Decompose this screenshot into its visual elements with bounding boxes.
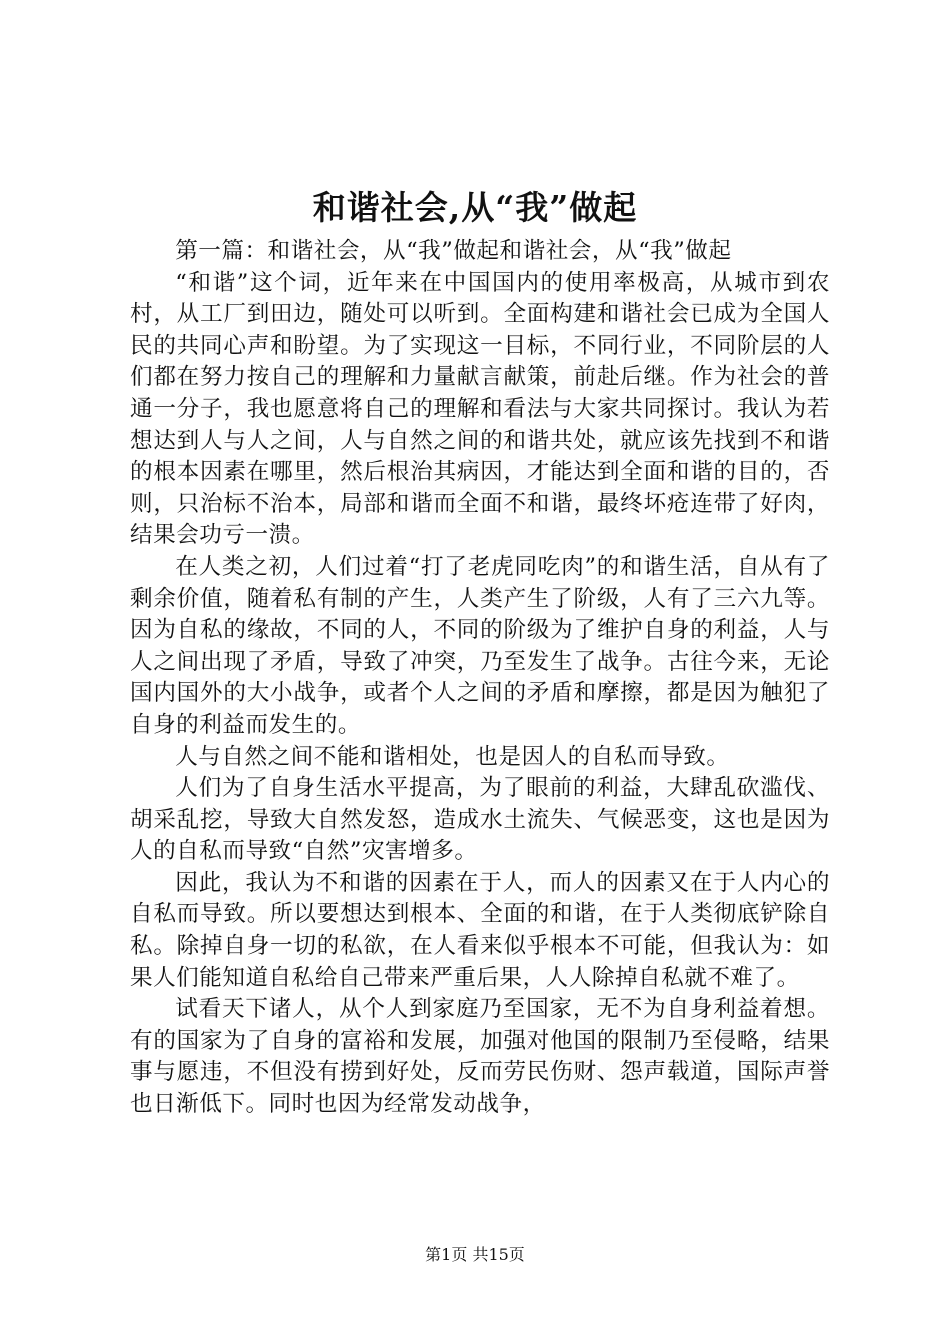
page-number-footer: 第1页 共15页 [425, 1245, 525, 1264]
paragraph: 试看天下诸人，从个人到家庭乃至国家，无不为自身利益着想。有的国家为了自身的富裕和发展，加强对他国的限制乃至侵略，结果事与愿违，不但没有捞到好处，反而劳民伤财、怨声载道，国际声誉也日渐低下。同时也因为经常发动战争， [130, 996, 830, 1118]
paragraph: 人们为了自身生活水平提高，为了眼前的利益，大肆乱砍滥伐、胡采乱挖，导致大自然发怒，造成水土流失、气候恶变，这也是因为人的自私而导致“自然”灾害增多。 [130, 775, 830, 865]
paragraph: 人与自然之间不能和谐相处，也是因人的自私而导致。 [175, 743, 730, 770]
paragraph: 因此，我认为不和谐的因素在于人，而人的因素又在于人内心的自私而导致。所以要想达到根本、全面的和谐，在于人类彻底铲除自私。除掉自身一切的私欲，在人看来似乎根本不可能，但我认为：如果人们能知道自私给自己带来严重后果，人人除掉自私就不难了。 [130, 869, 830, 991]
document-title: 和谐社会,从“我”做起 [312, 188, 638, 227]
paragraph: 第一篇：和谐社会，从“我”做起和谐社会，从“我”做起 [175, 238, 732, 264]
paragraph: 在人类之初，人们过着“打了老虎同吃肉”的和谐生活，自从有了剩余价值，随着私有制的产生，人类产生了阶级，人有了三六九等。因为自私的缘故，不同的人，不同的阶级为了维护自身的利益，人与人之间出现了矛盾，导致了冲突，乃至发生了战争。古往今来，无论国内国外的大小战争，或者个人之间的矛盾和摩擦，都是因为触犯了自身的利益而发生的。 [130, 553, 830, 738]
document-body [130, 236, 830, 1121]
paragraph: “和谐”这个词，近年来在中国国内的使用率极高，从城市到农村，从工厂到田边，随处可以听到。全面构建和谐社会已成为全国人民的共同心声和盼望。为了实现这一目标，不同行业，不同阶层的人们都在努力按自己的理解和力量献言献策，前赴后继。作为社会的普通一分子，我也愿意将自己的理解和看法与大家共同探讨。我认为若想达到人与人之间，人与自然之间的和谐共处，就应该先找到不和谐的根本因素在哪里，然后根治其病因，才能达到全面和谐的目的，否则，只治标不治本，局部和谐而全面不和谐，最终坏疮连带了好肉，结果会功亏一溃。 [130, 269, 830, 549]
